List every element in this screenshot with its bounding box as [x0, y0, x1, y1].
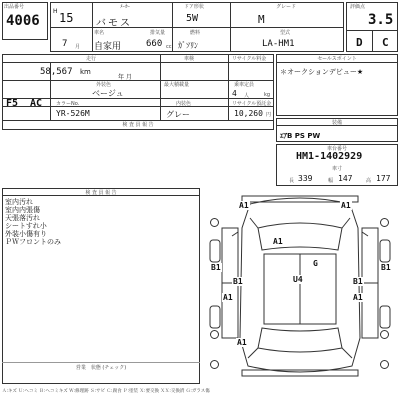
car-name: バモス — [96, 18, 132, 29]
load-label: 最大積載量 — [164, 82, 190, 88]
inspector-bottom-line — [2, 362, 200, 363]
sales-point-text: ＊オークションデビュー★ — [280, 68, 364, 76]
month-unit: 月 — [75, 44, 81, 50]
damage-mark-front-left: A1 — [239, 201, 249, 210]
color-no-value: YR-526M — [56, 109, 90, 118]
height-value: 177 — [376, 174, 391, 183]
displacement-label: 排気量 — [150, 30, 166, 36]
chassis-sub: 車寸 — [332, 166, 343, 172]
recycle-top-label: リサイクル料金 — [232, 56, 267, 62]
doors-value: 5W — [186, 13, 199, 24]
specs-notes-header: 検 査 員 報 告 — [122, 122, 154, 128]
interior-label: 内装色 — [176, 101, 192, 107]
car-diagram — [202, 188, 398, 384]
tire-marker-fr — [380, 218, 389, 227]
displacement-unit: cc — [166, 44, 172, 50]
footer-legend: Ａ:キズ Ｕ:ヘコミ Ｂ:ヘコミキズ Ｗ:修理跡 Ｓ:サビ Ｃ:腐食 Ｐ:塗装 Ｘ:要交換 ＸＸ:交換済 Ｇ:ガラス傷 — [2, 389, 210, 394]
damage-mark-hood: A1 — [273, 237, 283, 246]
footer-sub: 営業 状態 (チェック) — [75, 365, 127, 371]
recycle-unit: 円 — [266, 112, 272, 118]
sales-point-box — [276, 54, 398, 116]
chassis-number: HM1-1402929 — [296, 151, 363, 162]
specs-row-1 — [2, 62, 274, 63]
lot-number: 4006 — [6, 13, 40, 29]
load-unit: kg — [264, 92, 271, 98]
score-label: 評価点 — [350, 4, 366, 10]
recycle-label: リサイクル預託金 — [232, 101, 272, 107]
mileage-unit: km — [80, 68, 91, 76]
height-label: 高 — [366, 178, 372, 184]
equipment-items: ｴｱB PS PW — [280, 132, 321, 140]
doors-header: ドア形状 — [184, 4, 204, 10]
list-item: ＰＷフロントのみ — [5, 238, 61, 246]
seats-label: 乗車定員 — [234, 82, 255, 88]
mileage-label: 走行 — [86, 56, 97, 62]
color-no-label: カラーNo. — [56, 101, 80, 107]
tire-marker-spare-r — [380, 360, 389, 369]
chassis-header: 車台番号 — [326, 146, 347, 152]
damage-mark-rear: A1 — [237, 338, 247, 347]
specs-col-2 — [160, 54, 161, 120]
color-label: 外装色 — [96, 82, 112, 88]
length-label: 長 — [289, 178, 295, 184]
maker-header: ﾒｰｶｰ — [120, 4, 131, 10]
width-value: 147 — [338, 174, 353, 183]
interior-value: グレー — [166, 110, 190, 119]
usage: 自家用 — [94, 42, 122, 52]
header-col-1 — [92, 2, 93, 52]
fuel-value: ｶﾞｿﾘﾝ — [178, 41, 198, 50]
grade-header: グレード — [276, 4, 297, 10]
year-value: 15 — [59, 11, 74, 25]
inspection-label: 車検 — [184, 56, 195, 62]
score-col-line — [372, 30, 373, 52]
exterior-grade: C — [382, 36, 389, 49]
seats-value: 4 — [232, 89, 237, 98]
width-label: 幅 — [328, 178, 334, 184]
model-code: LA-HM1 — [262, 39, 295, 49]
shift-value: F5 — [6, 98, 19, 109]
seats-unit: 人 — [244, 93, 250, 99]
damage-mark-left-quarter: A1 — [223, 293, 233, 302]
car-outline — [202, 188, 398, 384]
list-item: 天張落汚れ — [5, 214, 40, 222]
month-value: 7 — [62, 39, 68, 49]
make-label: 車名 — [94, 30, 105, 36]
color-value: ベージュ — [92, 89, 124, 98]
mileage-value: 58,567 — [40, 67, 73, 77]
list-item: 室内内張傷 — [5, 206, 40, 214]
year-prefix: H — [53, 8, 58, 15]
specs-col-3 — [228, 54, 229, 120]
recycle-value: 10,260 — [234, 109, 263, 118]
equipment-header: 装備 — [331, 120, 342, 126]
lot-label: 出品番号 — [4, 4, 25, 10]
grade-value: M — [258, 13, 265, 26]
damage-mark-right-front-door: B1 — [381, 263, 391, 272]
tire-marker-fl — [210, 218, 219, 227]
tire-marker-spare-l — [210, 360, 219, 369]
sales-point-head-line — [276, 62, 398, 63]
damage-mark-left-rear-door: B1 — [233, 277, 243, 286]
damage-mark-roof: U4 — [293, 275, 303, 284]
fuel-label: 燃料 — [190, 30, 201, 36]
inspector-notes-list — [5, 198, 61, 246]
header-col-2 — [172, 2, 173, 52]
damage-mark-right-quarter: A1 — [353, 293, 363, 302]
inspection-value: 年 月 — [118, 74, 132, 81]
list-item: 外装小傷有り — [5, 230, 47, 238]
model-label: 型式 — [280, 30, 291, 36]
length-value: 339 — [298, 174, 313, 183]
specs-row-3 — [2, 98, 274, 99]
list-item: シートすれ小 — [5, 222, 47, 230]
damage-mark-right-rear-door: B1 — [353, 277, 363, 286]
list-item: 室内汚れ — [5, 198, 33, 206]
damage-mark-glass: G — [313, 259, 318, 268]
header-col-3 — [230, 2, 231, 52]
header-row-line — [50, 27, 344, 28]
sales-point-header: セールスポイント — [317, 56, 357, 62]
score-value: 3.5 — [368, 12, 394, 28]
damage-mark-left-front-door: B1 — [211, 263, 221, 272]
interior-grade: D — [356, 36, 363, 49]
tire-marker-rl — [210, 330, 219, 339]
tire-marker-rr — [380, 330, 389, 339]
damage-mark-front-right: A1 — [341, 201, 351, 210]
displacement-value: 660 — [146, 39, 163, 49]
inspector-notes-header: 検 査 員 報 告 — [85, 190, 117, 196]
ac-value: AC — [30, 98, 43, 109]
